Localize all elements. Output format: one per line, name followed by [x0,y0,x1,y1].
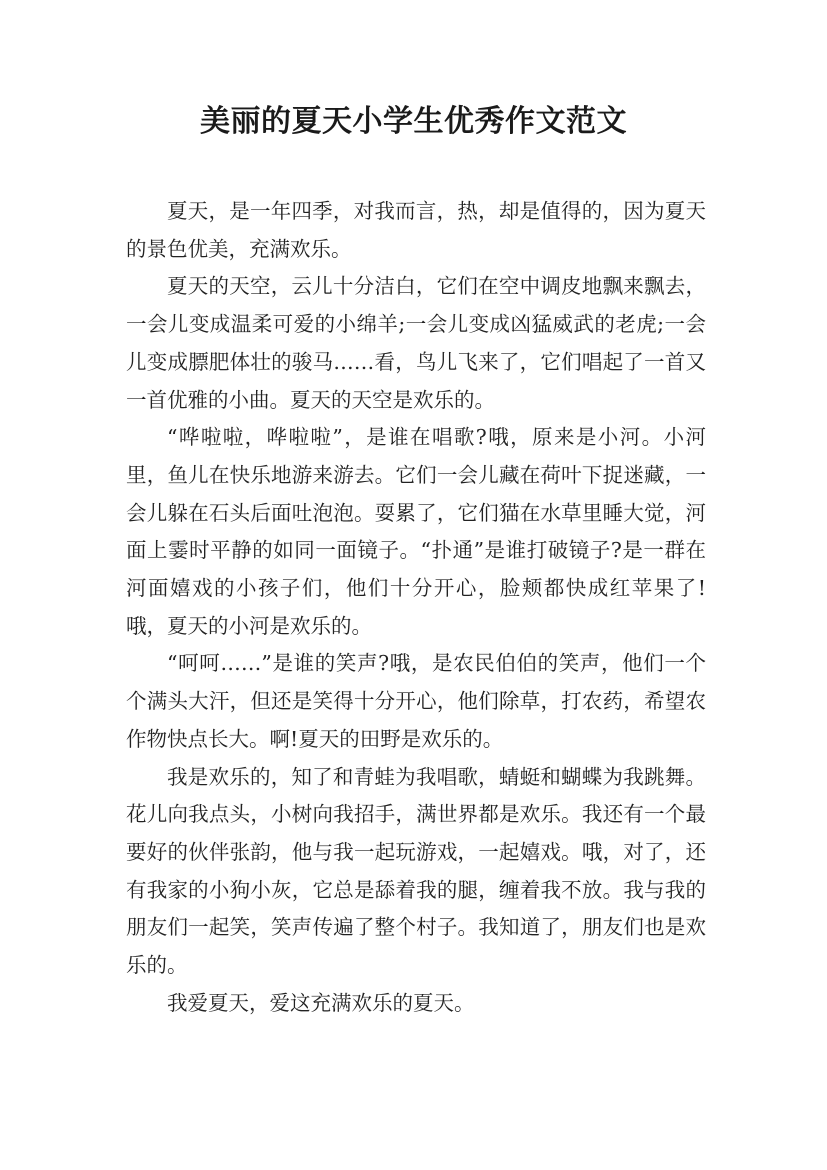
paragraph-5: 我是欢乐的，知了和青蛙为我唱歌，蜻蜓和蝴蝶为我跳舞。花儿向我点头，小树向我招手，满世界都是欢乐。我还有一个最要好的伙伴张韵，他与我一起玩游戏，一起嬉戏。哦，对了，还有我家的小狗小灰，它总是舔着我的腿，缠着我不放。我与我的朋友们一起笑，笑声传遍了整个村子。我知道了，朋友们也是欢乐的。 [126,764,706,978]
paragraph-1: 夏天，是一年四季，对我而言，热，却是值得的，因为夏天的景色优美，充满欢乐。 [126,199,706,261]
paragraph-6: 我爱夏天，爱这充满欢乐的夏天。 [167,990,475,1015]
paragraph-4: “呵呵……”是谁的笑声?哦，是农民伯伯的笑声，他们一个个满头大汗，但还是笑得十分开心，他们除草，打农药，希望农作物快点长大。啊!夏天的田野是欢乐的。 [126,651,706,751]
paragraph-3: “哗啦啦，哗啦啦”，是谁在唱歌?哦，原来是小河。小河里，鱼儿在快乐地游来游去。它们一会儿藏在荷叶下捉迷藏，一会儿躲在石头后面吐泡泡。耍累了，它们猫在水草里睡大觉，河面上霎时平静的如同一面镜子。“扑通”是谁打破镜子?是一群在河面嬉戏的小孩子们，他们十分开心，脸颊都快成红苹果了!哦，夏天的小河是欢乐的。 [126,425,706,638]
document-title: 美丽的夏天小学生优秀作文范文 [200,104,627,139]
paragraph-2: 夏天的天空，云儿十分洁白，它们在空中调皮地飘来飘去，一会儿变成温柔可爱的小绵羊;一会儿变成凶猛威武的老虎;一会儿变成膘肥体壮的骏马……看，鸟儿飞来了，它们唱起了一首又一首优雅的小曲。夏天的天空是欢乐的。 [126,274,706,412]
document-body [126,193,706,1022]
